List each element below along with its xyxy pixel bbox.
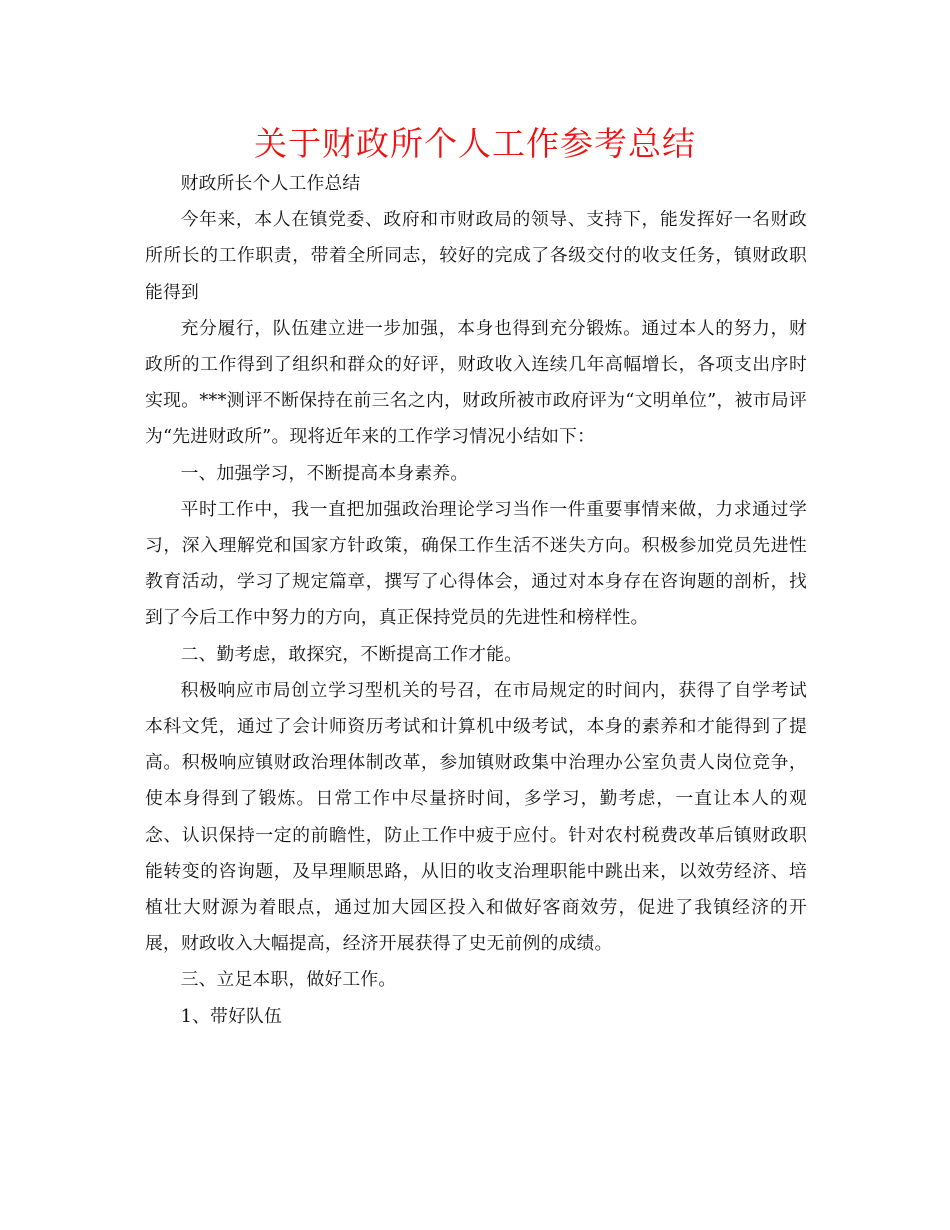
- paragraph: 平时工作中，我一直把加强政治理论学习当作一件重要事情来做，力求通过学习，深入理解党和国家方针政策，确保工作生活不迷失方向。积极参加党员先进性教育活动，学习了规定篇章，撰写了心得体会，通过对本身存在咨询题的剖析，找到了今后工作中努力的方向，真正保持党员的先进性和榜样性。: [145, 498, 807, 629]
- paragraph: 充分履行，队伍建立进一步加强，本身也得到充分锻炼。通过本人的努力，财政所的工作得到了组织和群众的好评，财政收入连续几年高幅增长，各项支出序时实现。***测评不断保持在前三名之内，财政所被市政府评为“文明单位”，被市局评为“先进财政所”。现将近年来的工作学习情况小结如下：: [145, 317, 807, 448]
- paragraph: 今年来，本人在镇党委、政府和市财政局的领导、支持下，能发挥好一名财政所所长的工作职责，带着全所同志，较好的完成了各级交付的收支任务，镇财政职能得到: [145, 209, 807, 303]
- section-heading: 三、立足本职，做好工作。: [180, 969, 397, 991]
- subsection-heading: 1、带好队伍: [180, 1005, 283, 1027]
- paragraph: 积极响应市局创立学习型机关的号召，在市局规定的时间内，获得了自学考试本科文凭，通过了会计师资历考试和计算机中级考试，本身的素养和才能得到了提高。积极响应镇财政治理体制改革，参加镇财政集中治理办公室负责人岗位竞争，使本身得到了锻炼。日常工作中尽量挤时间，多学习，勤考虑，一直让本人的观念、认识保持一定的前瞻性，防止工作中疲于应付。针对农村税费改革后镇财政职能转变的咨询题，及早理顺思路，从旧的收支治理职能中跳出来，以效劳经济、培植壮大财源为着眼点，通过加大园区投入和做好客商效劳，促进了我镇经济的开展，财政收入大幅提高，经济开展获得了史无前例的成绩。: [145, 679, 807, 955]
- section-heading: 一、加强学习，不断提高本身素养。: [180, 462, 469, 484]
- document-title: 关于财政所个人工作参考总结: [254, 124, 696, 163]
- section-heading: 二、勤考虑，敢探究，不断提高工作才能。: [180, 643, 523, 665]
- document-body: [145, 166, 807, 1035]
- paragraph: 财政所长个人工作总结: [180, 173, 361, 194]
